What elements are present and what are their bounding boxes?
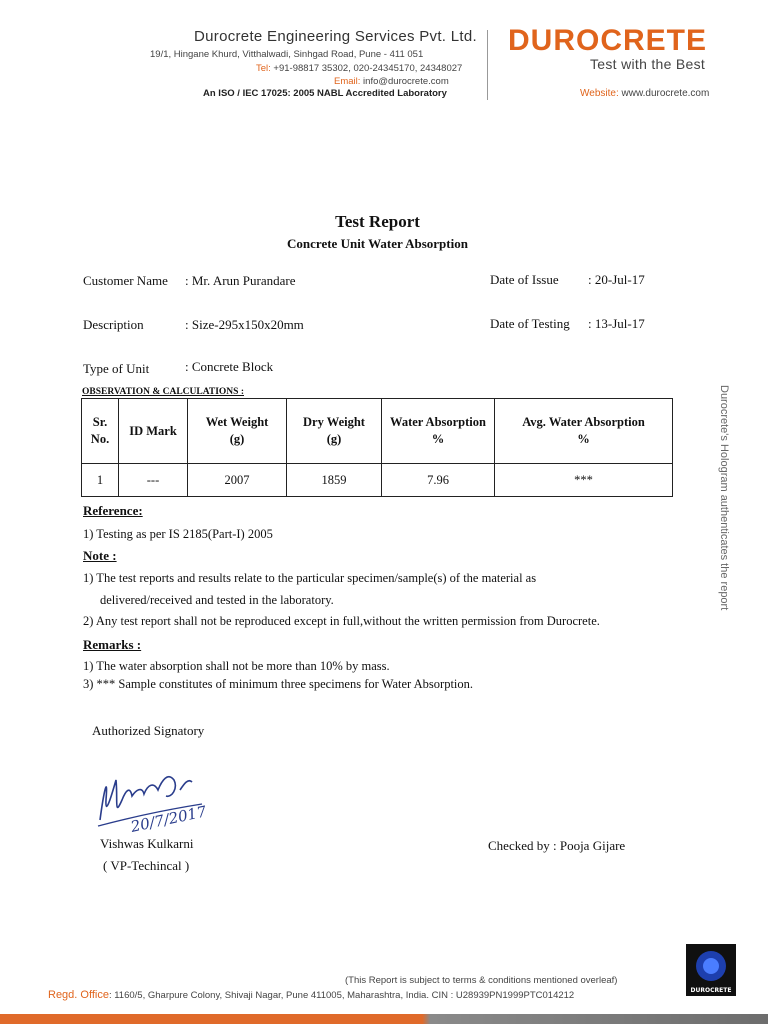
website-label: Website: xyxy=(580,88,619,99)
signature-date: 20/7/2017 xyxy=(129,802,209,836)
brand-logo: DUROCRETE xyxy=(508,24,708,57)
brand-tagline: Test with the Best xyxy=(590,56,706,72)
col-dry-line2: (g) xyxy=(326,432,342,446)
col-wet-line1: Wet Weight xyxy=(205,415,269,429)
col-sr-no xyxy=(82,399,119,464)
col-dry-line1: Dry Weight xyxy=(303,415,365,429)
tel-label: Tel: xyxy=(256,63,271,74)
observations-title: OBSERVATION & CALCULATIONS : xyxy=(82,387,244,397)
email-value: info@durocrete.com xyxy=(360,76,449,87)
table-header-row xyxy=(82,399,673,464)
col-sr-line1: Sr. xyxy=(92,415,108,429)
col-avg-line1: Avg. Water Absorption xyxy=(522,415,645,429)
col-sr-line2: No. xyxy=(90,432,110,446)
checked-by: Checked by : Pooja Gijare xyxy=(488,838,626,853)
col-wa-line1: Water Absorption xyxy=(390,415,486,429)
cell-dry-weight: 1859 xyxy=(287,464,382,497)
signatory-designation: ( VP-Techincal ) xyxy=(103,858,190,873)
footer-office xyxy=(48,989,574,1001)
office-label: Regd. Office xyxy=(48,989,109,1001)
description-value: : Size-295x150x20mm xyxy=(185,317,304,332)
company-name: Durocrete Engineering Services Pvt. Ltd. xyxy=(194,28,477,45)
reference-item: 1) Testing as per IS 2185(Part-I) 2005 xyxy=(83,527,273,541)
observations-table xyxy=(81,398,673,497)
remarks-heading: Remarks : xyxy=(83,637,142,652)
signatory-name: Vishwas Kulkarni xyxy=(100,836,194,851)
cell-water-absorption: 7.96 xyxy=(382,464,495,497)
note-heading: Note : xyxy=(83,548,117,563)
signature xyxy=(92,760,232,840)
col-dry-weight xyxy=(287,399,382,464)
col-wa-line2: % xyxy=(431,432,445,446)
col-wet-weight xyxy=(188,399,287,464)
hologram-label: DUROCRETE xyxy=(690,987,732,994)
col-avg-line2: % xyxy=(577,432,590,446)
remarks-item-3: 3) *** Sample constitutes of minimum three specimens for Water Absorption. xyxy=(83,677,474,691)
cell-sr: 1 xyxy=(82,464,119,497)
footer-terms-note: (This Report is subject to terms & conditions mentioned overleaf) xyxy=(345,975,618,986)
table-row xyxy=(82,464,673,497)
report-title: Test Report xyxy=(335,212,420,231)
company-website xyxy=(580,88,709,99)
email-label: Email: xyxy=(334,76,361,87)
unit-type-value: : Concrete Block xyxy=(185,359,274,374)
cell-id-mark: --- xyxy=(119,464,188,497)
col-avg-water-absorption xyxy=(495,399,673,464)
authorized-signatory-label: Authorized Signatory xyxy=(92,723,205,738)
customer-name-label: Customer Name xyxy=(83,273,168,288)
date-of-testing-value: : 13-Jul-17 xyxy=(588,316,645,331)
col-wet-line2: (g) xyxy=(229,432,245,446)
tel-value: +91-98817 35302, 020-24345170, 24348027 xyxy=(270,63,463,74)
date-of-testing-label: Date of Testing xyxy=(490,316,570,331)
header-divider xyxy=(487,30,488,100)
cell-wet-weight: 2007 xyxy=(188,464,287,497)
reference-heading: Reference: xyxy=(83,503,143,518)
col-id-mark: ID Mark xyxy=(119,399,188,464)
date-of-issue-value: : 20-Jul-17 xyxy=(588,272,645,287)
unit-type-label: Type of Unit xyxy=(83,361,150,376)
hologram-notice: Durocrete's Hologram authenticates the report xyxy=(718,385,730,611)
signature-graphic xyxy=(92,760,232,840)
col-water-absorption xyxy=(382,399,495,464)
company-phone xyxy=(256,63,462,74)
note-item-2: 2) Any test report shall not be reproduced except in full,without the written permission from Durocrete. xyxy=(83,614,600,628)
remarks-item-1: 1) The water absorption shall not be more than 10% by mass. xyxy=(83,659,390,673)
website-value: www.durocrete.com xyxy=(618,88,710,99)
company-email xyxy=(334,76,449,87)
report-subtitle: Concrete Unit Water Absorption xyxy=(287,236,468,251)
customer-name-value: : Mr. Arun Purandare xyxy=(185,273,296,288)
hologram-sticker xyxy=(686,944,736,996)
iso-accreditation: An ISO / IEC 17025: 2005 NABL Accredited Laboratory xyxy=(203,88,447,99)
note-item-1: 1) The test reports and results relate to the particular specimen/sample(s) of the material as xyxy=(83,571,537,585)
company-address: 19/1, Hingane Khurd, Vitthalwadi, Sinhgad Road, Pune - 411 051 xyxy=(150,49,424,60)
description-label: Description xyxy=(83,317,144,332)
note-item-1-cont: delivered/received and tested in the laboratory. xyxy=(100,593,334,607)
date-of-issue-label: Date of Issue xyxy=(490,272,559,287)
office-value: : 1160/5, Gharpure Colony, Shivaji Nagar, Pune 411005, Maharashtra, India. CIN : U28939PN1999PTC014212 xyxy=(108,990,575,1001)
footer-bar xyxy=(0,1014,768,1024)
hologram-graphic xyxy=(686,944,736,996)
cell-avg-water-absorption: *** xyxy=(495,464,673,497)
